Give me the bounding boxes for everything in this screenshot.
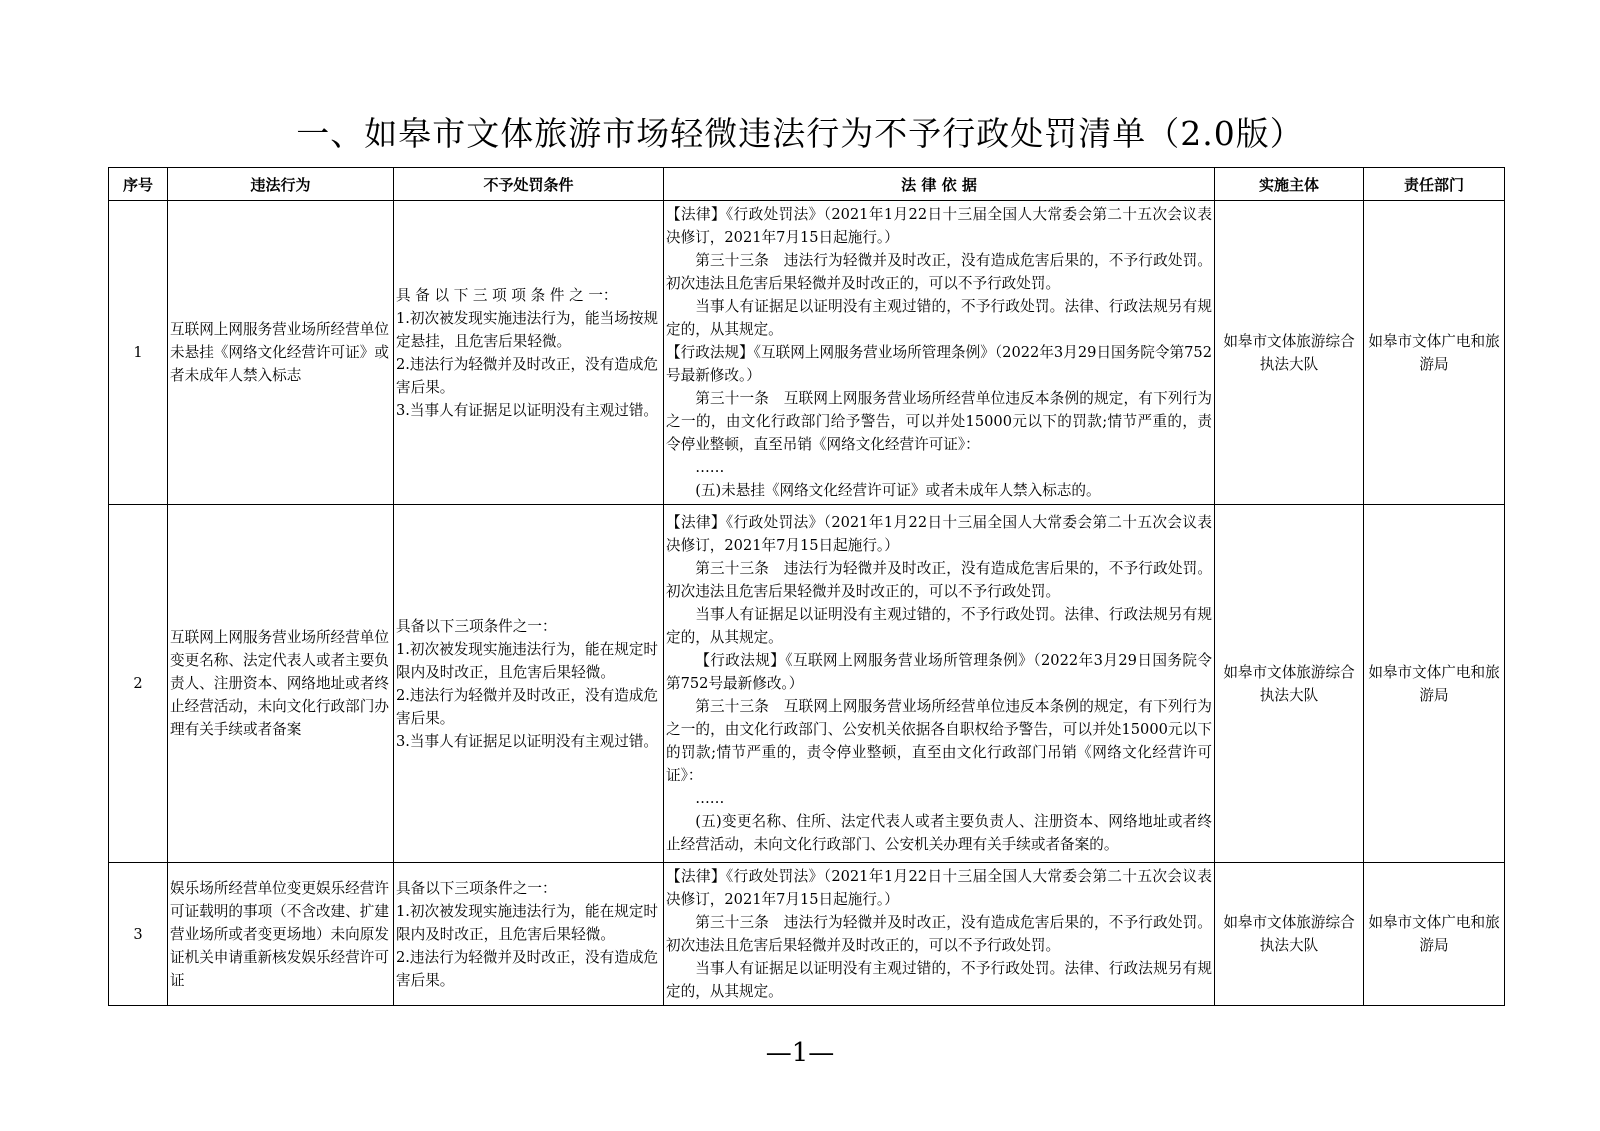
- implementing-subject: 如皋市文体旅游综合执法大队: [1215, 505, 1364, 863]
- legal-paragraph: 第三十三条 互联网上网服务营业场所经营单位违反本条例的规定，有下列行为之一的，由文化行政部门、公安机关依据各自职权给予警告，可以并处15000元以下的罚款;情节严重的，责令停业整顿，直至由文化行政部门吊销《网络文化经营许可证》：: [666, 698, 1212, 784]
- legal-paragraph: 第三十三条 违法行为轻微并及时改正，没有造成危害后果的，不予行政处罚。初次违法且危害后果轻微并及时改正的，可以不予行政处罚。: [666, 560, 1212, 600]
- header-legal-basis: 法 律 依 据: [664, 168, 1215, 201]
- responsible-department: 如皋市文体广电和旅游局: [1364, 201, 1505, 505]
- row-number: 1: [109, 201, 168, 505]
- legal-paragraph: 【行政法规】《互联网上网服务营业场所管理条例》（2022年3月29日国务院令第752号最新修改。）: [666, 344, 1212, 384]
- table-row: [109, 505, 1505, 863]
- header-number: 序号: [109, 168, 168, 201]
- condition-line: 1.初次被发现实施违法行为，能在规定时限内及时改正，且危害后果轻微。: [396, 640, 659, 681]
- responsible-department: 如皋市文体广电和旅游局: [1364, 505, 1505, 863]
- table-header-row: [109, 168, 1505, 201]
- row-number: 3: [109, 863, 168, 1006]
- implementing-subject: 如皋市文体旅游综合执法大队: [1215, 201, 1364, 505]
- header-violation: 违法行为: [168, 168, 394, 201]
- condition-line: 具 备 以 下 三 项 项 条 件 之 一：: [396, 286, 618, 304]
- legal-paragraph: 【行政法规】《互联网上网服务营业场所管理条例》（2022年3月29日国务院令第752号最新修改。）: [666, 652, 1212, 692]
- legal-paragraph: 当事人有证据足以证明没有主观过错的，不予行政处罚。法律、行政法规另有规定的，从其规定。: [666, 298, 1212, 338]
- conditions-cell: [394, 201, 664, 505]
- condition-line: 2.违法行为轻微并及时改正，没有造成危害后果。: [396, 948, 659, 989]
- legal-paragraph: 【法律】《行政处罚法》（2021年1月22日十三届全国人大常委会第二十五次会议表决修订，2021年7月15日起施行。）: [666, 514, 1212, 554]
- legal-paragraph: ……: [695, 790, 725, 807]
- legal-paragraph: (五)未悬挂《网络文化经营许可证》或者未成年人禁入标志的。: [695, 482, 1101, 499]
- header-conditions: 不予处罚条件: [394, 168, 664, 201]
- legal-paragraph: 第三十三条 违法行为轻微并及时改正，没有造成危害后果的，不予行政处罚。初次违法且危害后果轻微并及时改正的，可以不予行政处罚。: [666, 252, 1212, 292]
- legal-basis-cell: [664, 505, 1215, 863]
- condition-line: 具备以下三项条件之一：: [396, 879, 557, 897]
- condition-line: 2.违法行为轻微并及时改正，没有造成危害后果。: [396, 686, 659, 727]
- violation-cell: 互联网上网服务营业场所经营单位变更名称、法定代表人或者主要负责人、注册资本、网络地址或者终止经营活动，未向文化行政部门办理有关手续或者备案: [168, 505, 394, 863]
- legal-paragraph: (五)变更名称、住所、法定代表人或者主要负责人、注册资本、网络地址或者终止经营活动，未向文化行政部门、公安机关办理有关手续或者备案的。: [666, 813, 1212, 853]
- legal-basis-cell: [664, 863, 1215, 1006]
- condition-line: 3.当事人有证据足以证明没有主观过错。: [396, 732, 659, 750]
- conditions-cell: [394, 505, 664, 863]
- table-row: [109, 201, 1505, 505]
- legal-paragraph: 当事人有证据足以证明没有主观过错的，不予行政处罚。法律、行政法规另有规定的，从其规定。: [666, 960, 1212, 1000]
- legal-paragraph: 【法律】《行政处罚法》（2021年1月22日十三届全国人大常委会第二十五次会议表决修订，2021年7月15日起施行。）: [666, 868, 1212, 908]
- penalty-list-table: [108, 167, 1505, 1006]
- legal-basis-cell: [664, 201, 1215, 505]
- header-department: 责任部门: [1364, 168, 1505, 201]
- conditions-cell: [394, 863, 664, 1006]
- condition-line: 3.当事人有证据足以证明没有主观过错。: [396, 401, 659, 419]
- legal-paragraph: 当事人有证据足以证明没有主观过错的，不予行政处罚。法律、行政法规另有规定的，从其规定。: [666, 606, 1212, 646]
- violation-cell: 娱乐场所经营单位变更娱乐经营许可证载明的事项（不含改建、扩建营业场所或者变更场地）未向原发证机关申请重新核发娱乐经营许可证: [168, 863, 394, 1006]
- condition-line: 2.违法行为轻微并及时改正，没有造成危害后果。: [396, 355, 659, 396]
- row-number: 2: [109, 505, 168, 863]
- legal-paragraph: 【法律】《行政处罚法》（2021年1月22日十三届全国人大常委会第二十五次会议表决修订，2021年7月15日起施行。）: [666, 206, 1212, 246]
- implementing-subject: 如皋市文体旅游综合执法大队: [1215, 863, 1364, 1006]
- condition-line: 1.初次被发现实施违法行为，能当场按规定悬挂，且危害后果轻微。: [396, 309, 659, 350]
- page-number: —1—: [765, 1038, 835, 1068]
- page-title: 一、如皋市文体旅游市场轻微违法行为不予行政处罚清单（2.0版）: [296, 114, 1304, 153]
- legal-paragraph: 第三十三条 违法行为轻微并及时改正，没有造成危害后果的，不予行政处罚。初次违法且危害后果轻微并及时改正的，可以不予行政处罚。: [666, 914, 1212, 954]
- legal-paragraph: ……: [695, 459, 725, 476]
- condition-line: 1.初次被发现实施违法行为，能在规定时限内及时改正，且危害后果轻微。: [396, 902, 659, 943]
- responsible-department: 如皋市文体广电和旅游局: [1364, 863, 1505, 1006]
- violation-cell: 互联网上网服务营业场所经营单位未悬挂《网络文化经营许可证》或者未成年人禁入标志: [168, 201, 394, 505]
- table-row: [109, 863, 1505, 1006]
- header-subject: 实施主体: [1215, 168, 1364, 201]
- condition-line: 具备以下三项条件之一：: [396, 617, 557, 635]
- legal-paragraph: 第三十一条 互联网上网服务营业场所经营单位违反本条例的规定，有下列行为之一的，由文化行政部门给予警告，可以并处15000元以下的罚款;情节严重的，责令停业整顿，直至吊销《网络文化经营许可证》：: [666, 390, 1212, 453]
